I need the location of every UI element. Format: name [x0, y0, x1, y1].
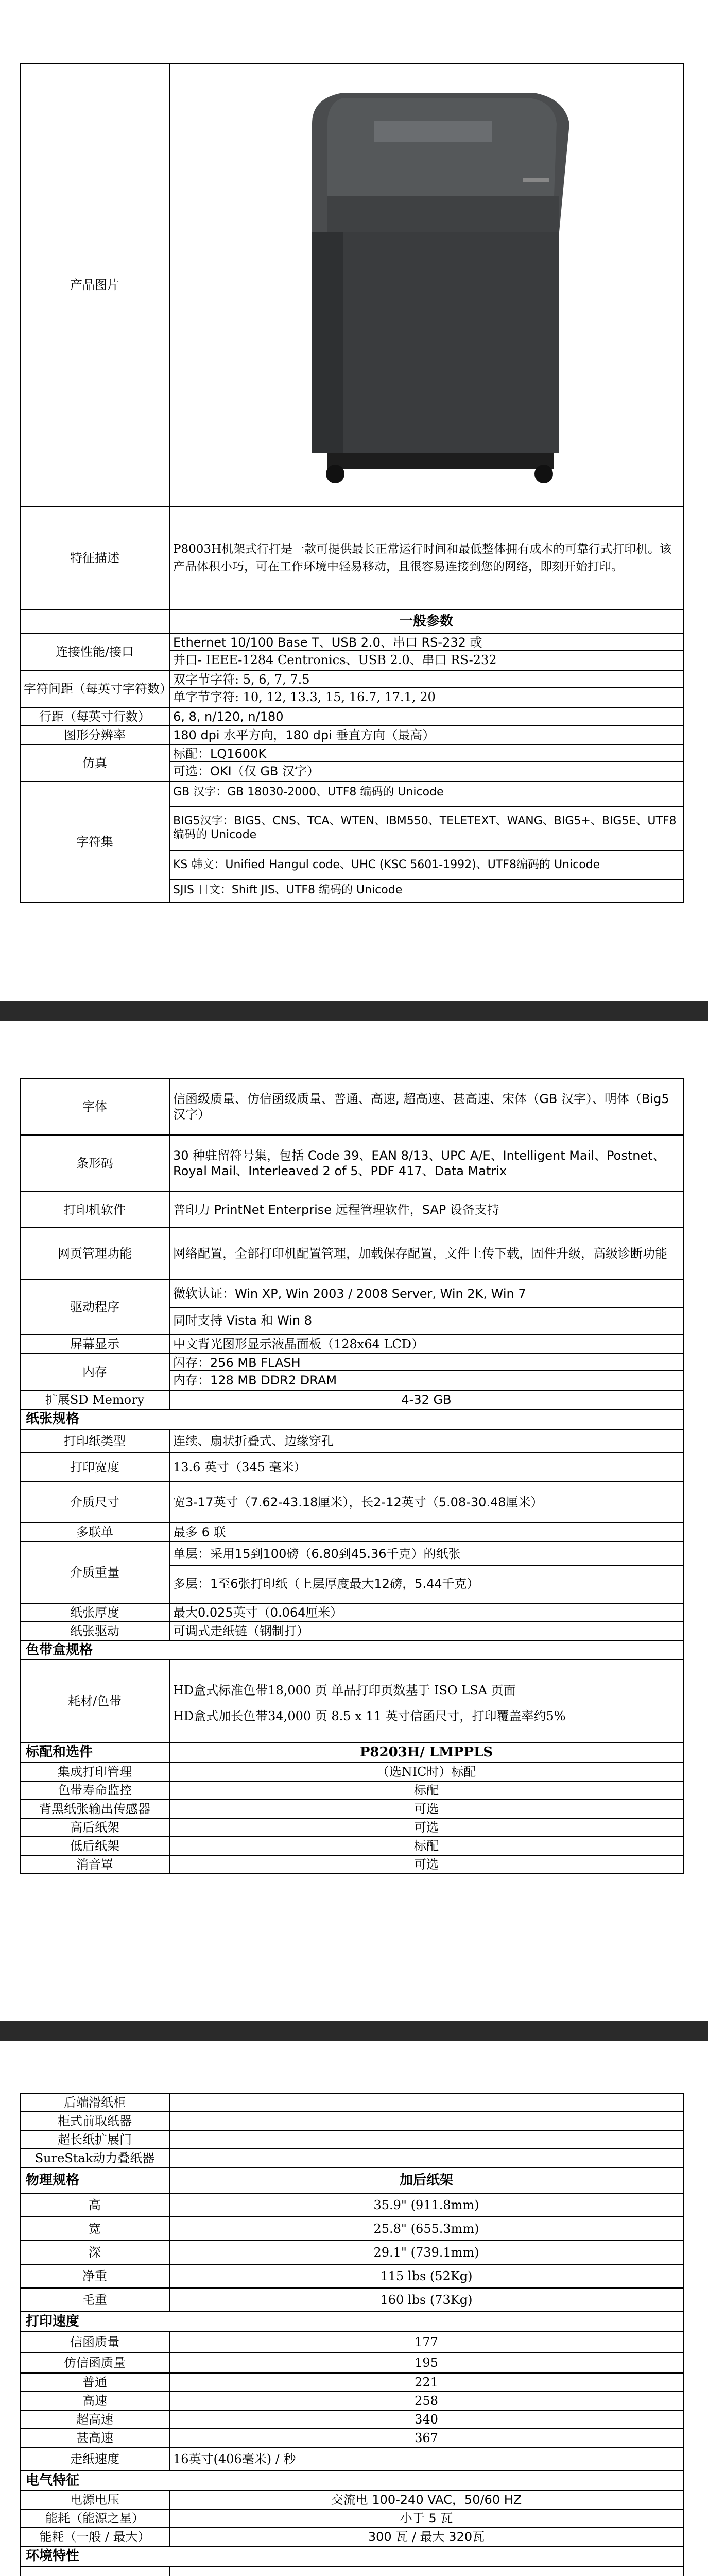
page-1: [0, 0, 708, 1001]
physical-column: 加后纸架: [169, 2167, 683, 2193]
page-3: [0, 2041, 708, 2576]
speed-value: 367: [169, 2429, 683, 2447]
row-label: 纸张厚度: [20, 1603, 169, 1622]
spec-table-2: [20, 1078, 684, 1874]
speed-label: 普通: [20, 2373, 169, 2392]
row-label: 多联单: [20, 1523, 169, 1541]
row-value: 30 种驻留符号集，包括 Code 39、EAN 8/13、UPC A/E、Intelligent Mail、Postnet、Royal Mail、Interleaved 2 of 5、PDF 417、Data Matrix: [169, 1135, 683, 1192]
model-name: P8203H/ LMPPLS: [169, 1742, 683, 1762]
electric-value: 小于 5 瓦: [169, 2509, 683, 2528]
physical-value: 115 lbs (52Kg): [169, 2264, 683, 2288]
caster-wheel: [534, 465, 553, 483]
temp-value: [169, 2566, 683, 2576]
row-value: 闪存：256 MB FLASH 内存：128 MB DDR2 DRAM: [169, 1353, 683, 1391]
physical-value: 35.9" (911.8mm): [169, 2193, 683, 2217]
spec-table-1: [20, 63, 684, 903]
option-label: 柜式前取纸器: [20, 2112, 169, 2130]
option-label: 低后纸架: [20, 1837, 169, 1855]
row-value: 可调式走纸链（钢制打）: [169, 1622, 683, 1640]
image-label: 产品图片: [20, 63, 169, 506]
option-label: 集成打印管理: [20, 1762, 169, 1781]
caster-wheel: [326, 465, 344, 483]
row-label: 扩展SD Memory: [20, 1391, 169, 1409]
row-value: 13.6 英寸（345 毫米）: [169, 1453, 683, 1482]
speed-value: 340: [169, 2410, 683, 2429]
row-value: 微软认证：Win XP, Win 2003 / 2008 Server, Win 2K, Win 7 同时支持 Vista 和 Win 8: [169, 1279, 683, 1335]
ribbon-header: 色带盒规格: [20, 1640, 683, 1660]
electric-label: 能耗（一般 / 最大）: [20, 2528, 169, 2546]
physical-label: 毛重: [20, 2288, 169, 2312]
feed-value: 16英寸(406毫米) / 秒: [169, 2447, 683, 2471]
row-value: GB 汉字：GB 18030-2000、UTF8 编码的 Unicode BIG5汉字：BIG5、CNS、TCA、WTEN、IBM550、TELETEXT、WANG、BIG5+、BIG5E、UTF8 编码的 Unicode KS 韩文：Unified Hangul code、UHC (KSC 5601-1992)、UTF8编码的 Unicode SJIS 日文：Shift JIS、UTF8 编码的 Unicode: [169, 782, 683, 902]
row-label: 字符间距（每英寸字符数）: [20, 670, 169, 707]
row-value: 最大0.025英寸（0.064厘米）: [169, 1603, 683, 1622]
row-label: 耗材/色带: [20, 1660, 169, 1742]
row-value: Ethernet 10/100 Base T、USB 2.0、串口 RS-232 或 并口- IEEE-1284 Centronics、USB 2.0、串口 RS-232: [169, 633, 683, 670]
speed-value: 177: [169, 2332, 683, 2352]
row-label: 字符集: [20, 782, 169, 902]
speed-label: 甚高速: [20, 2429, 169, 2447]
speed-label: 超高速: [20, 2410, 169, 2429]
option-value: 标配: [169, 1837, 683, 1855]
row-value: 4-32 GB: [169, 1391, 683, 1409]
physical-value: 29.1" (739.1mm): [169, 2241, 683, 2264]
row-label: 驱动程序: [20, 1279, 169, 1335]
electric-value: 交流电 100-240 VAC，50/60 HZ: [169, 2490, 683, 2509]
option-value: 可选: [169, 1855, 683, 1874]
general-header: 一般参数: [169, 609, 683, 633]
row-label: 网页管理功能: [20, 1228, 169, 1279]
row-value: 180 dpi 水平方向，180 dpi 垂直方向（最高）: [169, 726, 683, 744]
row-label: 内存: [20, 1353, 169, 1391]
row-label: 条形码: [20, 1135, 169, 1192]
row-value: 宽3-17英寸（7.62-43.18厘米），长2-12英寸（5.08-30.48厘米）: [169, 1482, 683, 1523]
page-divider: [0, 1001, 708, 1021]
row-value: 信函级质量、仿信函级质量、普通、高速, 超高速、甚高速、宋体（GB 汉字）、明体（Big5 汉字）: [169, 1078, 683, 1135]
speed-header: 打印速度: [20, 2312, 683, 2332]
row-label: 字体: [20, 1078, 169, 1135]
row-label: 打印纸类型: [20, 1429, 169, 1453]
page-divider: [0, 2021, 708, 2041]
feed-label: 走纸速度: [20, 2447, 169, 2471]
physical-label: 净重: [20, 2264, 169, 2288]
row-label: 介质重量: [20, 1541, 169, 1603]
options-header: 标配和选件: [20, 1742, 169, 1762]
speed-value: 221: [169, 2373, 683, 2392]
row-value: 双字节字符: 5, 6, 7, 7.5 单字节字符: 10, 12, 13.3, 15, 16.7, 17.1, 20: [169, 670, 683, 707]
row-value: 网络配置，全部打印机配置管理，加载保存配置，文件上传下载，固件升级，高级诊断功能: [169, 1228, 683, 1279]
speed-value: 258: [169, 2392, 683, 2410]
electric-label: 能耗（能源之星）: [20, 2509, 169, 2528]
speed-label: 高速: [20, 2392, 169, 2410]
features-text: P8003H机架式行打是一款可提供最长正常运行时间和最低整体拥有成本的可靠行式打印机。该产品体积小巧，可在工作环境中轻易移动，且很容易连接到您的网络，即刻开始打印。: [169, 506, 683, 609]
electric-header: 电气特征: [20, 2471, 683, 2491]
option-label: 消音罩: [20, 1855, 169, 1874]
row-label: 打印机软件: [20, 1192, 169, 1228]
option-value: （选NIC时）标配: [169, 1762, 683, 1781]
speed-label: 信函质量: [20, 2332, 169, 2352]
option-label: 超长纸扩展门: [20, 2130, 169, 2149]
option-label: 高后纸架: [20, 1818, 169, 1837]
physical-value: 160 lbs (73Kg): [169, 2288, 683, 2312]
row-label: 纸张驱动: [20, 1622, 169, 1640]
printer-image: [173, 67, 636, 500]
physical-header: 物理规格: [20, 2167, 169, 2193]
spec-table-3: [20, 2093, 684, 2576]
electric-value: 300 瓦 / 最大 320瓦: [169, 2528, 683, 2546]
row-value: 普印力 PrintNet Enterprise 远程管理软件，SAP 设备支持: [169, 1192, 683, 1228]
physical-label: 高: [20, 2193, 169, 2217]
row-label: 仿真: [20, 744, 169, 782]
speed-label: 仿信函质量: [20, 2352, 169, 2373]
option-value: 可选: [169, 1800, 683, 1818]
physical-label: 宽: [20, 2217, 169, 2241]
env-header: 环境特性: [20, 2546, 683, 2566]
physical-label: 深: [20, 2241, 169, 2264]
option-label: 色带寿命监控: [20, 1781, 169, 1800]
row-label: 打印宽度: [20, 1453, 169, 1482]
row-label: 屏幕显示: [20, 1335, 169, 1353]
speed-value: 195: [169, 2352, 683, 2373]
row-label: 行距（每英寸行数）: [20, 707, 169, 726]
paper-header: 纸张规格: [20, 1409, 683, 1429]
row-label: 图形分辨率: [20, 726, 169, 744]
temp-label: [20, 2566, 169, 2576]
row-value: 单层：采用15到100磅（6.80到45.36千克）的纸张 多层：1至6张打印纸（上层厚度最大12磅，5.44千克）: [169, 1541, 683, 1603]
row-value: HD盒式标准色带18,000 页 单品打印页数基于 ISO LSA 页面 HD盒式加长色带34,000 页 8.5 x 11 英寸信函尺寸，打印覆盖率约5%: [169, 1660, 683, 1742]
option-label: 背黑纸张输出传感器: [20, 1800, 169, 1818]
row-value: 连续、扇状折叠式、边缘穿孔: [169, 1429, 683, 1453]
row-label: 连接性能/接口: [20, 633, 169, 670]
row-value: 6, 8, n/120, n/180: [169, 707, 683, 726]
option-label: SureStak动力叠纸器: [20, 2149, 169, 2167]
physical-value: 25.8" (655.3mm): [169, 2217, 683, 2241]
option-label: 后端滑纸柜: [20, 2093, 169, 2112]
option-value: 标配: [169, 1781, 683, 1800]
option-value: 可选: [169, 1818, 683, 1837]
features-label: 特征描述: [20, 506, 169, 609]
row-value: 中文背光图形显示液晶面板（128x64 LCD）: [169, 1335, 683, 1353]
row-value: 最多 6 联: [169, 1523, 683, 1541]
product-image-cell: [169, 63, 683, 506]
row-label: 介质尺寸: [20, 1482, 169, 1523]
electric-label: 电源电压: [20, 2490, 169, 2509]
page-2: [0, 1021, 708, 2021]
row-value: 标配：LQ1600K 可选：OKI（仅 GB 汉字）: [169, 744, 683, 782]
